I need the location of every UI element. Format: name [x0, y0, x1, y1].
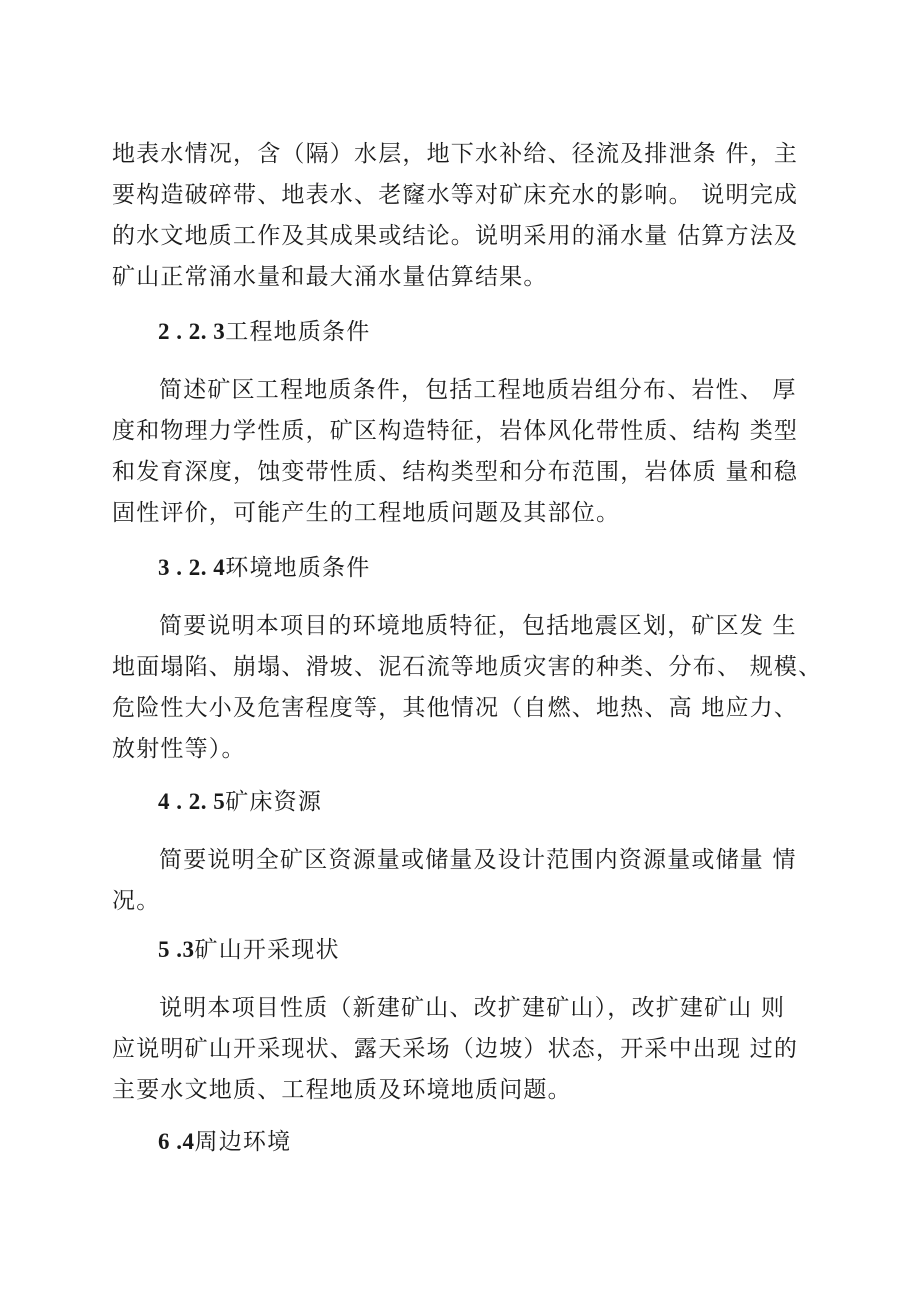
- paragraph-line: 简要说明全矿区资源量或储量及设计范围内资源量或储量 情: [159, 847, 797, 873]
- paragraph-line: 放射性等）。: [112, 736, 246, 762]
- section-heading-mineral-resources: [158, 786, 322, 818]
- paragraph-line: 固性评价，可能产生的工程地质问题及其部位。: [112, 500, 621, 526]
- section-number: 5 .3: [158, 937, 195, 962]
- section-number: 6 .4: [158, 1129, 195, 1154]
- section-heading-mining-status: [158, 934, 340, 966]
- paragraph-line: 要构造破碎带、地表水、老窿水等对矿床充水的影响。 说明完成: [112, 182, 799, 208]
- paragraph-line: 度和物理力学性质，矿区构造特征，岩体风化带性质、结构 类型: [112, 418, 799, 444]
- section-heading-surroundings: [158, 1126, 291, 1158]
- paragraph-line: 危险性大小及危害程度等，其他情况（自燃、地热、高 地应力、: [112, 695, 799, 721]
- paragraph-line: 况。: [112, 888, 161, 914]
- paragraph-line: 简要说明本项目的环境地质特征，包括地震区划，矿区发 生: [159, 613, 797, 639]
- section-title: 工程地质条件: [225, 319, 371, 345]
- paragraph-engineering-geology: [112, 370, 812, 534]
- section-title: 矿山开采现状: [194, 937, 340, 963]
- section-number: 4 . 2. 5: [158, 789, 226, 814]
- paragraph-hydrogeology: [112, 134, 812, 298]
- section-heading-environmental-geology: [158, 552, 370, 584]
- section-number: 2 . 2. 3: [158, 319, 226, 344]
- paragraph-line: 简述矿区工程地质条件，包括工程地质岩组分布、岩性、 厚: [159, 377, 797, 403]
- paragraph-line: 地表水情况，含（隔）水层，地下水补给、径流及排泄条 件，主: [112, 141, 799, 167]
- paragraph-line: 地面塌陷、崩塌、滑坡、泥石流等地质灾害的种类、分布、 规模、: [112, 654, 823, 680]
- paragraph-line: 应说明矿山开采现状、露天采场（边坡）状态，开采中出现 过的: [112, 1036, 799, 1062]
- paragraph-line: 矿山正常涌水量和最大涌水量估算结果。: [112, 264, 548, 290]
- section-title: 环境地质条件: [225, 555, 371, 581]
- paragraph-mineral-resources: [112, 840, 812, 922]
- section-title: 周边环境: [194, 1129, 292, 1155]
- paragraph-line: 和发育深度，蚀变带性质、结构类型和分布范围，岩体质 量和稳: [112, 459, 799, 485]
- section-title: 矿床资源: [225, 789, 323, 815]
- paragraph-mining-status: [112, 988, 812, 1111]
- paragraph-line: 主要水文地质、工程地质及环境地质问题。: [112, 1077, 572, 1103]
- section-number: 3 . 2. 4: [158, 555, 226, 580]
- paragraph-line: 说明本项目性质（新建矿山、改扩建矿山），改扩建矿山 则: [159, 995, 786, 1021]
- paragraph-environmental-geology: [112, 606, 823, 770]
- section-heading-engineering-geology: [158, 316, 370, 348]
- paragraph-line: 的水文地质工作及其成果或结论。说明采用的涌水量 估算方法及: [112, 223, 799, 249]
